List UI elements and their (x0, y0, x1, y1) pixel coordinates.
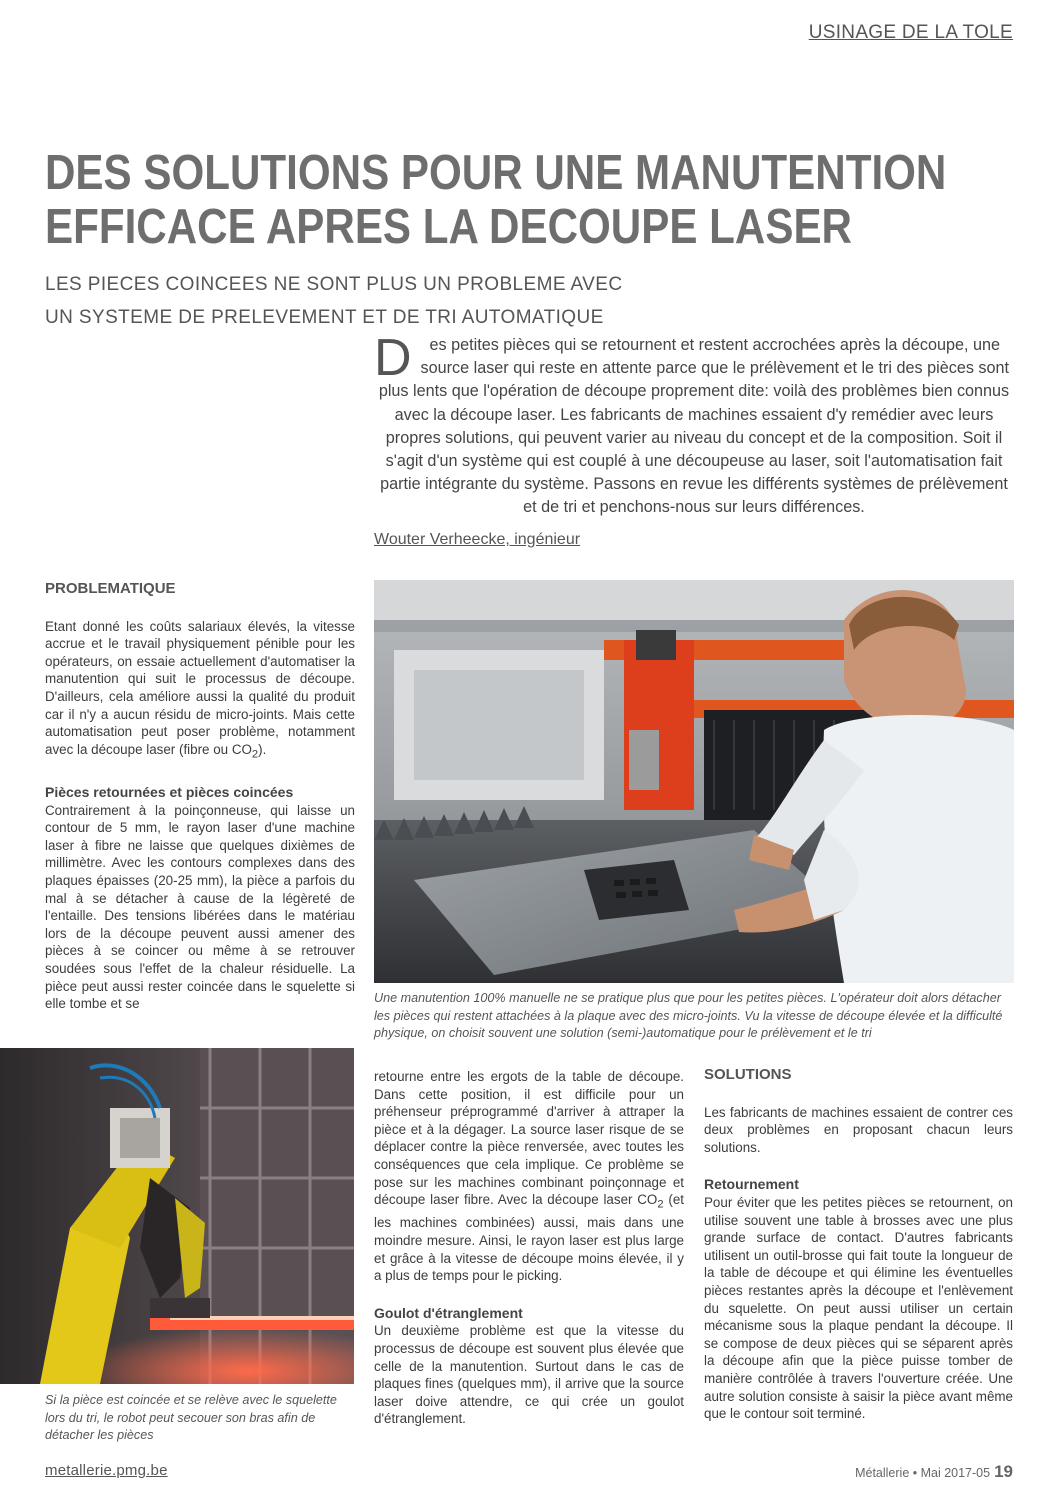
problematique-paragraph (45, 618, 355, 764)
intro-paragraph (374, 329, 1014, 520)
page-number: 19 (994, 1462, 1013, 1481)
subheading-goulot: Goulot d'étranglement (374, 1304, 523, 1321)
headline-line-2: EFFICACE APRES LA DECOUPE LASER (45, 200, 852, 254)
co2-subscript-2: 2 (657, 1198, 664, 1211)
robot-illustration (0, 1048, 354, 1384)
continuation-text-a: retourne entre les ergots de la table de découpe. Dans cette position, il est difficile pour un préhenseur préprogrammé d'arriver à attraper la pièce et à la dégager. La source laser risque de se déplacer contre la pièce renversée, avec toutes les conséquences que cela implique. Ce problème se pose sur les machines combinant poinçonnage et découpe laser fibre. Avec la découpe laser CO (374, 1069, 684, 1208)
main-photo-caption: Une manutention 100% manuelle ne se pratique plus que pour les petites pièces. L'opérateur doit alors détacher les pièces qui restent attachées à la plaque avec des micro-joints. Vu la vitesse de découpe élevée et la difficulté physique, on choisit souvent une solution (semi-)automatique pour le prélèvement et le tri (374, 991, 1003, 1040)
website-link[interactable]: metallerie.pmg.be (45, 1462, 168, 1479)
section-tag: USINAGE DE LA TOLE (808, 22, 1013, 43)
column-right (704, 1066, 1013, 1423)
headline-line-1: DES SOLUTIONS POUR UNE MANUTENTION (45, 146, 947, 200)
robot-photo-caption: Si la pièce est coincée et se relève avec le squelette lors du tri, le robot peut secouer son bras afin de détacher les pièces (45, 1393, 337, 1442)
problematique-text: Etant donné les coûts salariaux élevés, la vitesse accrue et le travail physiquement pénible pour les opérateurs, on essaie actuellement d'automatiser la manutention qui suit le processus de découpe. D'ailleurs, cela améliore aussi la qualité du produit car il n'y a aucun résidu de micro-joints. Mais cette automatisation peut poser problème, notamment avec la découpe laser (fibre ou CO (45, 618, 355, 757)
problematique-end: ). (258, 741, 267, 757)
article-headline (45, 146, 947, 254)
column-left (45, 580, 355, 1013)
intro-text: es petites pièces qui se retournent et restent accrochées après la découpe, une source laser qui reste en attente parce que le prélèvement et le tri des pièces sont plus lents que l'opération de découpe proprement dite: voilà des problèmes bien connus avec la découpe laser. Les fabricants de machines essaient d'y remédier avec leurs propres solutions, qui peuvent varier au niveau du concept et de la composition. Soit il s'agit d'un système qui est couplé à une découpeuse au laser, soit l'automatisation fait partie intégrante du système. Passons en revue les différents systèmes de prélèvement et de tri et penchons-nous sur leurs différences. (378, 336, 1010, 517)
footer-issue (855, 1462, 1013, 1482)
subhead-line-1: LES PIECES COINCEES NE SONT PLUS UN PROBLEME AVEC (45, 274, 623, 295)
column-middle (374, 1068, 684, 1428)
article-subhead (45, 268, 622, 334)
issue-label: Métallerie • Mai 2017-05 (855, 1466, 991, 1480)
pieces-retournees-paragraph: Contrairement à la poinçonneuse, qui laisse un contour de 5 mm, le rayon laser d'une machine laser à fibre ne laisse que quelques dixièmes de millimètre. Avec les contours complexes dans des plaques épaisses (20-25 mm), la pièce a parfois du mal à se détacher à cause de la légèreté de l'entaille. Des tensions libérées dans le matériau lors de la découpe peuvent aussi amener des pièces à se coincer ou même à se retrouver soudées sous l'effet de la chaleur résiduelle. La pièce peut aussi rester coincée dans le squelette si elle tombe et se (45, 802, 355, 1012)
robot-photo (0, 1048, 354, 1384)
laser-machine-illustration (374, 580, 1014, 983)
problematique-heading: PROBLEMATIQUE (45, 580, 176, 597)
continuation-paragraph (374, 1068, 684, 1285)
continuation-text-b: (et les machines combinées) aussi, mais dans une moindre mesure. Ainsi, le rayon laser est plus large et grâce à la vitesse de découpe moins élevée, il y a plus de temps pour le picking. (374, 1192, 684, 1284)
goulot-paragraph: Un deuxième problème est que la vitesse du processus de découpe est souvent plus élevée que celle de la manutention. Surtout dans le cas de plaques fines (quelques mm), il arrive que la source laser doive attendre, ce qui crée un goulot d'étranglement. (374, 1323, 684, 1427)
retournement-paragraph: Pour éviter que les petites pièces se retournent, on utilise souvent une table à brosses avec une plus grande surface de contact. D'autres fabricants utilisent un outil-brosse qui fait toute la longueur de la table de découpe et qui élimine les éventuelles pièces restantes après la découpe et l'enlèvement du squelette. On peut aussi utiliser un certain mécanisme sous la plaque pendant la découpe. Il se compose de deux pièces qui se séparent après la découpe afin que la pièce puisse tomber de manière contrôlée à travers l'ouverture créée. Une autre solution consiste à saisir la pièce avant même que le contour soit terminé. (704, 1194, 1013, 1422)
co2-subscript: 2 (251, 748, 259, 761)
subhead-line-2: UN SYSTEME DE PRELEVEMENT ET DE TRI AUTOMATIQUE (45, 307, 604, 328)
dropcap-letter: D (374, 329, 412, 387)
solutions-heading: SOLUTIONS (704, 1066, 792, 1083)
subheading-retournement: Retournement (704, 1176, 799, 1193)
subheading-pieces-retournees: Pièces retournées et pièces coincées (45, 784, 294, 801)
laser-machine-photo (374, 580, 1014, 983)
author-byline: Wouter Verheecke, ingénieur (374, 531, 581, 548)
solutions-paragraph: Les fabricants de machines essaient de contrer ces deux problèmes en proposant chacun leurs solutions. (704, 1104, 1013, 1155)
